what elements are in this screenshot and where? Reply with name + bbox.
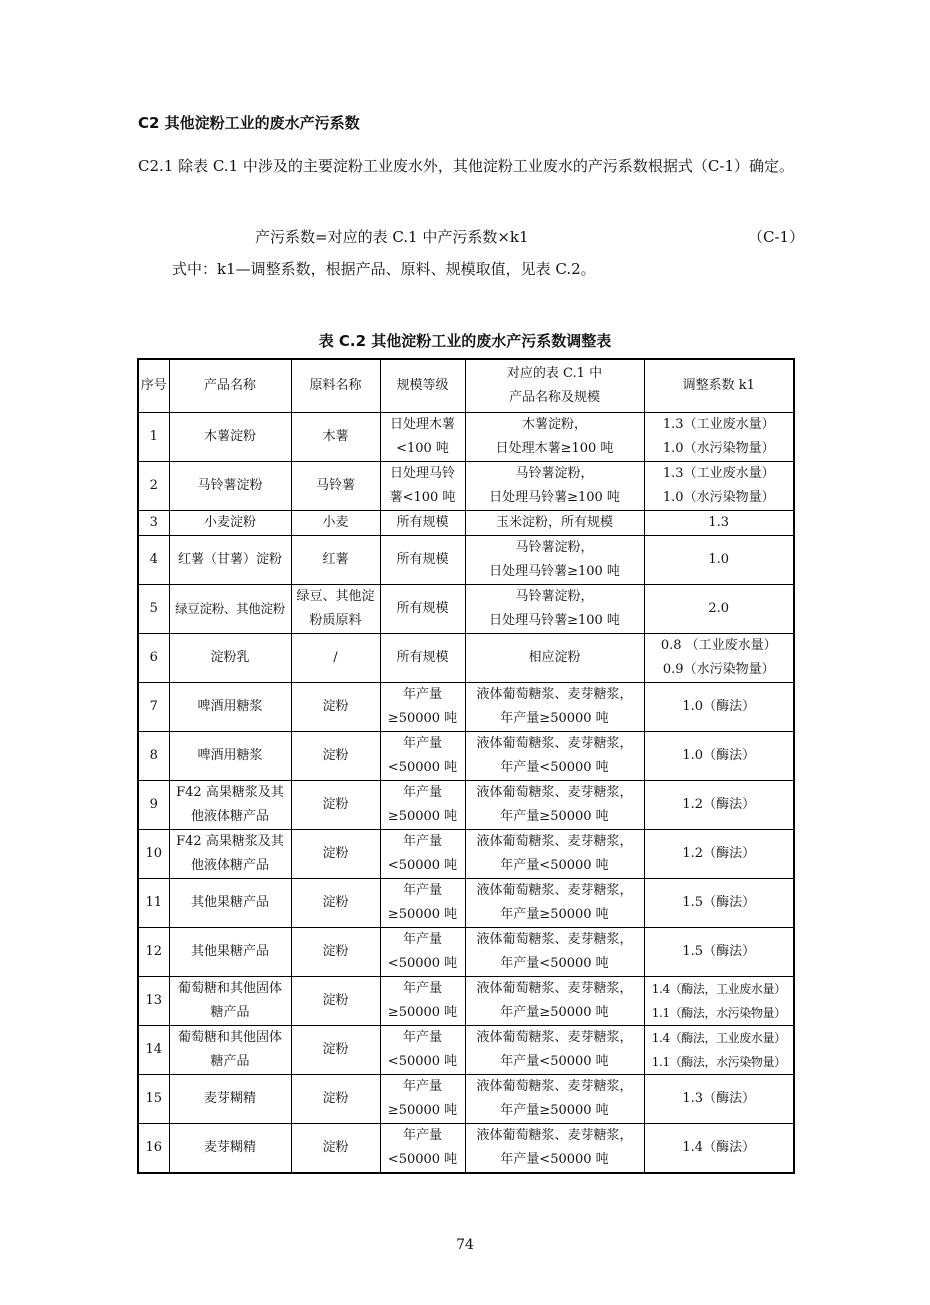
cell-reference: 液体葡萄糖浆、麦芽糖浆， 年产量≥50000 吨	[465, 879, 644, 928]
cell-k1: 1.3（工业废水量） 1.0（水污染物量）	[644, 413, 794, 462]
cell-material: 淀粉	[291, 1075, 380, 1124]
cell-no: 6	[138, 634, 169, 683]
cell-no: 3	[138, 511, 169, 536]
cell-product: 其他果糖产品	[169, 879, 291, 928]
cell-reference: 相应淀粉	[465, 634, 644, 683]
cell-k1: 1.5（酶法）	[644, 879, 794, 928]
cell-product: 葡萄糖和其他固体 糖产品	[169, 977, 291, 1026]
cell-product: 啤酒用糖浆	[169, 732, 291, 781]
cell-k1: 1.0（酶法）	[644, 732, 794, 781]
cell-no: 5	[138, 585, 169, 634]
cell-reference: 液体葡萄糖浆、麦芽糖浆， 年产量<50000 吨	[465, 732, 644, 781]
cell-product: 木薯淀粉	[169, 413, 291, 462]
header-scale: 规模等级	[380, 359, 465, 413]
cell-k1: 1.2（酶法）	[644, 781, 794, 830]
cell-k1: 1.2（酶法）	[644, 830, 794, 879]
cell-material: 淀粉	[291, 1124, 380, 1174]
cell-reference: 液体葡萄糖浆、麦芽糖浆， 年产量<50000 吨	[465, 1026, 644, 1075]
table-row	[138, 585, 794, 634]
cell-material: 淀粉	[291, 830, 380, 879]
cell-reference: 液体葡萄糖浆、麦芽糖浆， 年产量≥50000 吨	[465, 683, 644, 732]
cell-reference: 液体葡萄糖浆、麦芽糖浆， 年产量<50000 吨	[465, 928, 644, 977]
cell-no: 13	[138, 977, 169, 1026]
cell-no: 7	[138, 683, 169, 732]
cell-k1: 2.0	[644, 585, 794, 634]
cell-scale: 所有规模	[380, 536, 465, 585]
table-title: 表 C.2 其他淀粉工业的废水产污系数调整表	[318, 332, 612, 350]
cell-scale: 年产量 ≥50000 吨	[380, 1075, 465, 1124]
cell-scale: 日处理木薯 <100 吨	[380, 413, 465, 462]
cell-reference: 马铃薯淀粉， 日处理马铃薯≥100 吨	[465, 585, 644, 634]
cell-material: 淀粉	[291, 683, 380, 732]
header-material: 原料名称	[291, 359, 380, 413]
cell-scale: 年产量 <50000 吨	[380, 928, 465, 977]
cell-scale: 年产量 ≥50000 吨	[380, 879, 465, 928]
header-reference: 对应的表 C.1 中 产品名称及规模	[465, 359, 644, 413]
cell-no: 2	[138, 462, 169, 511]
cell-scale: 年产量 ≥50000 吨	[380, 781, 465, 830]
table-row	[138, 1026, 794, 1075]
cell-product: 红薯（甘薯）淀粉	[169, 536, 291, 585]
formula: 产污系数=对应的表 C.1 中产污系数×k1	[255, 228, 529, 246]
table-row	[138, 413, 794, 462]
cell-no: 9	[138, 781, 169, 830]
cell-material: 小麦	[291, 511, 380, 536]
section-heading: C2 其他淀粉工业的废水产污系数	[138, 114, 360, 132]
cell-product: 麦芽糊精	[169, 1075, 291, 1124]
table-row	[138, 781, 794, 830]
header-k1: 调整系数 k1	[644, 359, 794, 413]
page-number: 74	[456, 1237, 474, 1253]
cell-scale: 年产量 ≥50000 吨	[380, 683, 465, 732]
cell-material: 红薯	[291, 536, 380, 585]
cell-material: 木薯	[291, 413, 380, 462]
table-row	[138, 977, 794, 1026]
cell-material: 淀粉	[291, 732, 380, 781]
table-row	[138, 1075, 794, 1124]
cell-product: 绿豆淀粉、其他淀粉	[169, 585, 291, 634]
cell-k1: 1.4（酶法，工业废水量） 1.1（酶法，水污染物量）	[644, 977, 794, 1026]
cell-product: 其他果糖产品	[169, 928, 291, 977]
cell-scale: 年产量 ≥50000 吨	[380, 977, 465, 1026]
cell-product: F42 高果糖浆及其 他液体糖产品	[169, 781, 291, 830]
cell-no: 1	[138, 413, 169, 462]
cell-k1: 1.4（酶法，工业废水量） 1.1（酶法，水污染物量）	[644, 1026, 794, 1075]
cell-material: 绿豆、其他淀 粉质原料	[291, 585, 380, 634]
table-row	[138, 536, 794, 585]
table-row	[138, 1124, 794, 1174]
cell-product: 啤酒用糖浆	[169, 683, 291, 732]
cell-k1: 1.3	[644, 511, 794, 536]
cell-no: 14	[138, 1026, 169, 1075]
cell-product: 马铃薯淀粉	[169, 462, 291, 511]
cell-material: 淀粉	[291, 781, 380, 830]
cell-no: 11	[138, 879, 169, 928]
cell-scale: 日处理马铃 薯<100 吨	[380, 462, 465, 511]
cell-k1: 0.8 （工业废水量） 0.9（水污染物量）	[644, 634, 794, 683]
cell-material: 马铃薯	[291, 462, 380, 511]
cell-reference: 液体葡萄糖浆、麦芽糖浆， 年产量<50000 吨	[465, 1124, 644, 1174]
cell-scale: 年产量 <50000 吨	[380, 1124, 465, 1174]
cell-k1: 1.3（工业废水量） 1.0（水污染物量）	[644, 462, 794, 511]
cell-no: 4	[138, 536, 169, 585]
cell-k1: 1.4（酶法）	[644, 1124, 794, 1174]
cell-no: 12	[138, 928, 169, 977]
cell-k1: 1.0	[644, 536, 794, 585]
cell-scale: 年产量 <50000 吨	[380, 1026, 465, 1075]
cell-k1: 1.5（酶法）	[644, 928, 794, 977]
table-row	[138, 928, 794, 977]
cell-reference: 液体葡萄糖浆、麦芽糖浆， 年产量≥50000 吨	[465, 781, 644, 830]
cell-no: 10	[138, 830, 169, 879]
cell-material: 淀粉	[291, 879, 380, 928]
cell-no: 15	[138, 1075, 169, 1124]
table-row	[138, 462, 794, 511]
cell-k1: 1.3（酶法）	[644, 1075, 794, 1124]
table-row	[138, 732, 794, 781]
cell-no: 8	[138, 732, 169, 781]
cell-reference: 马铃薯淀粉， 日处理马铃薯≥100 吨	[465, 536, 644, 585]
table-row	[138, 634, 794, 683]
cell-reference: 马铃薯淀粉， 日处理马铃薯≥100 吨	[465, 462, 644, 511]
cell-reference: 液体葡萄糖浆、麦芽糖浆， 年产量<50000 吨	[465, 830, 644, 879]
cell-reference: 玉米淀粉，所有规模	[465, 511, 644, 536]
formula-number: （C-1）	[748, 228, 805, 246]
formula-note: 式中：k1—调整系数，根据产品、原料、规模取值，见表 C.2。	[172, 260, 596, 278]
cell-scale: 所有规模	[380, 634, 465, 683]
table-row	[138, 683, 794, 732]
adjustment-table	[137, 358, 795, 1174]
cell-material: 淀粉	[291, 928, 380, 977]
cell-product: 葡萄糖和其他固体 糖产品	[169, 1026, 291, 1075]
intro-paragraph: C2.1 除表 C.1 中涉及的主要淀粉工业废水外，其他淀粉工业废水的产污系数根据式（C-1）确定。	[138, 157, 794, 175]
cell-scale: 所有规模	[380, 511, 465, 536]
cell-product: 麦芽糊精	[169, 1124, 291, 1174]
cell-product: 小麦淀粉	[169, 511, 291, 536]
cell-material: 淀粉	[291, 1026, 380, 1075]
table-row	[138, 511, 794, 536]
cell-scale: 所有规模	[380, 585, 465, 634]
cell-scale: 年产量 <50000 吨	[380, 830, 465, 879]
cell-material: 淀粉	[291, 977, 380, 1026]
table-header-row	[138, 359, 794, 413]
cell-reference: 液体葡萄糖浆、麦芽糖浆， 年产量≥50000 吨	[465, 977, 644, 1026]
cell-product: F42 高果糖浆及其 他液体糖产品	[169, 830, 291, 879]
header-no: 序号	[138, 359, 169, 413]
cell-no: 16	[138, 1124, 169, 1174]
cell-material: /	[291, 634, 380, 683]
cell-k1: 1.0（酶法）	[644, 683, 794, 732]
cell-product: 淀粉乳	[169, 634, 291, 683]
cell-reference: 木薯淀粉， 日处理木薯≥100 吨	[465, 413, 644, 462]
cell-scale: 年产量 <50000 吨	[380, 732, 465, 781]
cell-reference: 液体葡萄糖浆、麦芽糖浆， 年产量≥50000 吨	[465, 1075, 644, 1124]
table-row	[138, 830, 794, 879]
table-row	[138, 879, 794, 928]
header-product: 产品名称	[169, 359, 291, 413]
